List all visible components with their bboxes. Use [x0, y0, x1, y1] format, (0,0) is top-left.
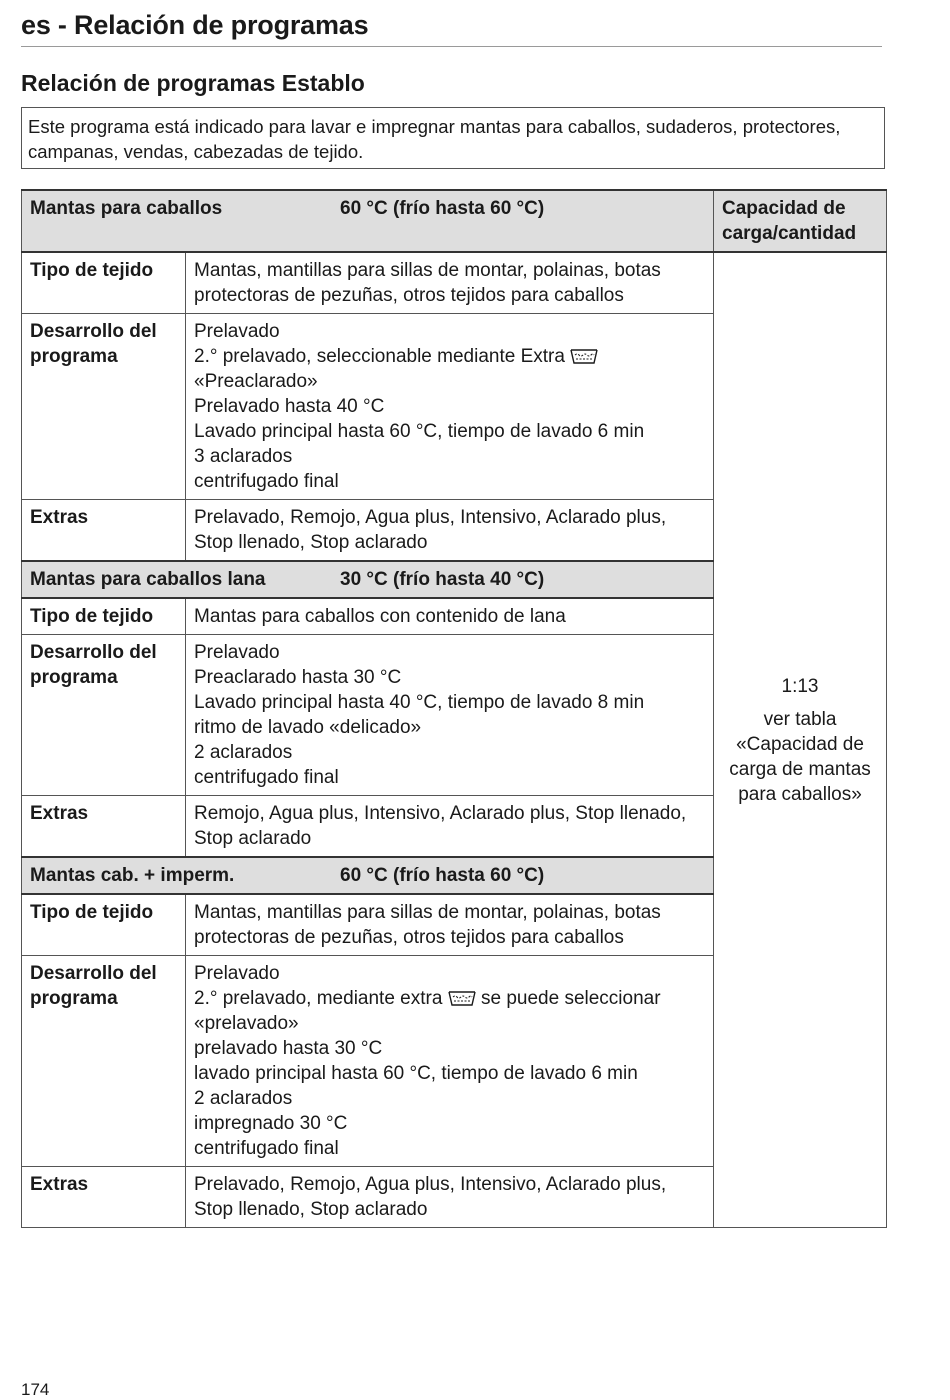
- program-temperature: 60 °C (frío hasta 60 °C): [340, 865, 545, 886]
- program-group-title: [22, 561, 714, 598]
- program-step: Lavado principal hasta 60 °C, tiempo de lavado 6 min: [194, 421, 645, 442]
- intro-box: [21, 107, 885, 169]
- extras-label: Extras: [22, 1167, 186, 1228]
- program-label: Desarrollo del programa: [22, 314, 186, 500]
- fabric-value: Mantas, mantillas para sillas de montar, polainas, botas protectoras de pezuñas, otros tejidos para caballos: [186, 894, 714, 956]
- page-title: es - Relación de programas: [21, 10, 369, 40]
- program-step: 2.° prelavado, seleccionable mediante Extra «Preaclarado»: [194, 344, 705, 394]
- capacity-note: ver tabla «Capacidad de carga de mantas para caballos»: [729, 708, 871, 805]
- capacity-header: Capacidad de carga/cantidad: [714, 190, 887, 252]
- program-step: centrifugado final: [194, 767, 339, 788]
- program-group-header: [22, 190, 887, 252]
- program-group-title: [22, 857, 714, 894]
- program-step: centrifugado final: [194, 471, 339, 492]
- fabric-label: Tipo de tejido: [22, 894, 186, 956]
- fabric-label: Tipo de tejido: [22, 252, 186, 314]
- program-label: Desarrollo del programa: [22, 956, 186, 1167]
- program-step: impregnado 30 °C: [194, 1113, 348, 1134]
- extras-value: Prelavado, Remojo, Agua plus, Intensivo, Aclarado plus, Stop llenado, Stop aclarado: [186, 1167, 714, 1228]
- program-name: Mantas cab. + imperm.: [30, 865, 235, 886]
- extras-value: Remojo, Agua plus, Intensivo, Aclarado plus, Stop llenado, Stop aclarado: [186, 796, 714, 858]
- program-step: Prelavado: [194, 321, 280, 342]
- program-step: Lavado principal hasta 40 °C, tiempo de lavado 8 min: [194, 692, 645, 713]
- intro-text: Este programa está indicado para lavar e impregnar mantas para caballos, sudaderos, protectores, campanas, vendas, cabezadas de tejido.: [28, 116, 841, 162]
- fabric-label: Tipo de tejido: [22, 598, 186, 635]
- page-header: [21, 10, 882, 47]
- program-step: 2.° prelavado, mediante extra se puede seleccionar «prelavado»: [194, 988, 661, 1034]
- fabric-value: Mantas, mantillas para sillas de montar, polainas, botas protectoras de pezuñas, otros tejidos para caballos: [186, 252, 714, 314]
- prewash-tub-icon: [570, 348, 598, 364]
- program-steps: [186, 635, 714, 796]
- program-name: Mantas para caballos lana: [30, 569, 266, 590]
- program-step: prelavado hasta 30 °C: [194, 1038, 383, 1059]
- program-step: Preaclarado hasta 30 °C: [194, 667, 402, 688]
- extras-value: Prelavado, Remojo, Agua plus, Intensivo, Aclarado plus, Stop llenado, Stop aclarado: [186, 500, 714, 562]
- program-step: centrifugado final: [194, 1138, 339, 1159]
- program-name: Mantas para caballos: [30, 198, 223, 219]
- program-temperature: 30 °C (frío hasta 40 °C): [340, 569, 545, 590]
- program-step: lavado principal hasta 60 °C, tiempo de lavado 6 min: [194, 1063, 638, 1084]
- program-step: Prelavado hasta 40 °C: [194, 396, 385, 417]
- section-title: Relación de programas Establo: [21, 70, 365, 96]
- program-group-title: [22, 190, 714, 252]
- program-step: 3 aclarados: [194, 446, 293, 467]
- program-step: Prelavado: [194, 642, 280, 663]
- capacity-cell: [714, 252, 887, 1228]
- program-step: 2 aclarados: [194, 1088, 293, 1109]
- fabric-value: Mantas para caballos con contenido de lana: [186, 598, 714, 635]
- program-step: ritmo de lavado «delicado»: [194, 717, 422, 738]
- table-row: [22, 252, 887, 314]
- program-step: Prelavado: [194, 963, 280, 984]
- program-temperature: 60 °C (frío hasta 60 °C): [340, 198, 545, 219]
- extras-label: Extras: [22, 500, 186, 562]
- program-table: [21, 189, 887, 1228]
- page-number: 174: [21, 1380, 50, 1399]
- program-steps: [186, 314, 714, 500]
- prewash-tub-icon: [448, 990, 476, 1006]
- program-step: 2 aclarados: [194, 742, 293, 763]
- extras-label: Extras: [22, 796, 186, 858]
- capacity-ratio: 1:13: [781, 675, 819, 697]
- program-steps: [186, 956, 714, 1167]
- program-label: Desarrollo del programa: [22, 635, 186, 796]
